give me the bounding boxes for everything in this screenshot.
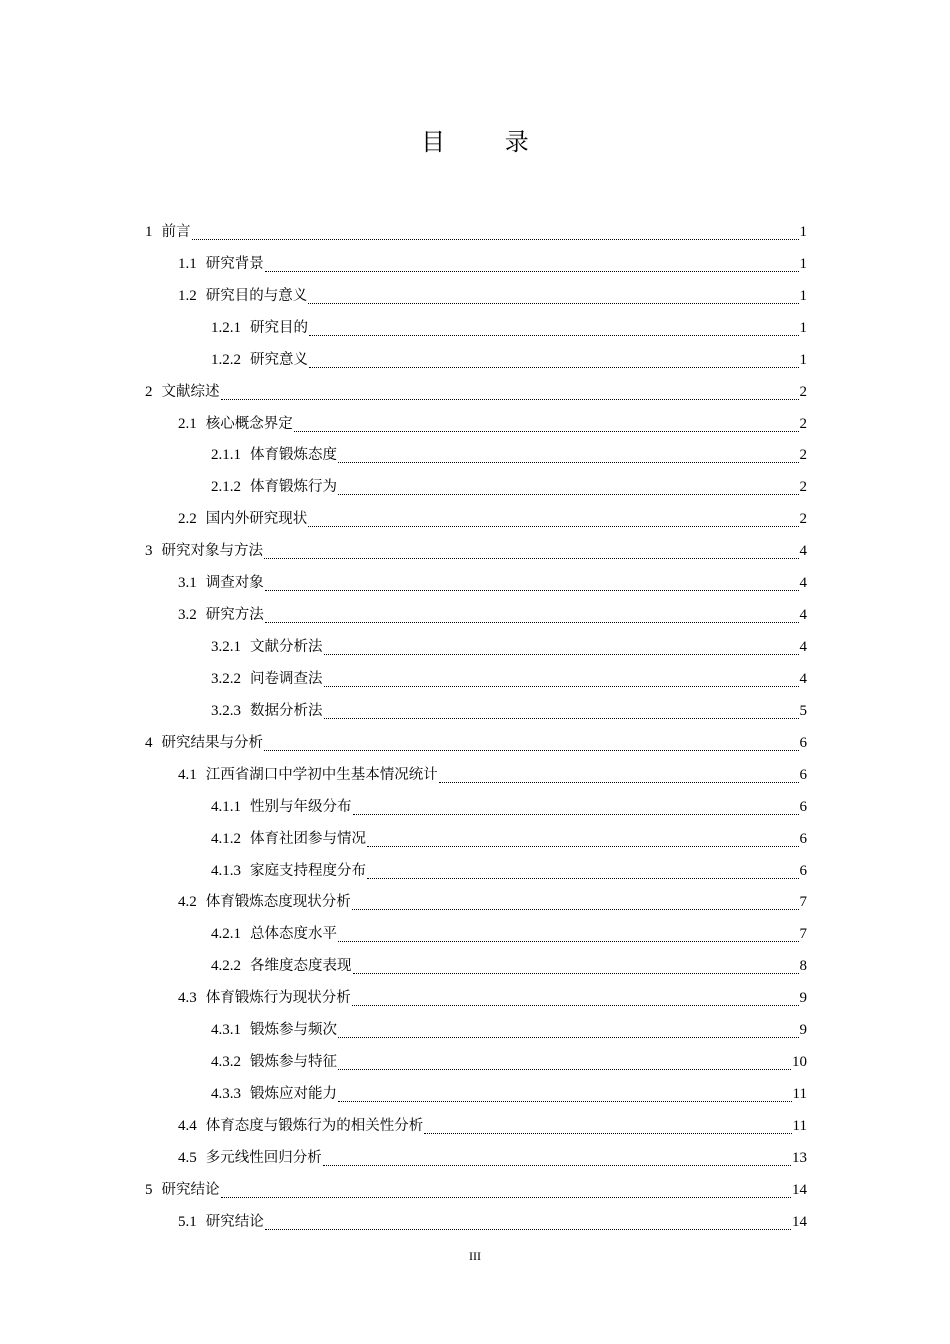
toc-entry[interactable] xyxy=(145,216,807,248)
toc-entry[interactable] xyxy=(211,440,807,472)
toc-entry-number: 1.2.1 xyxy=(211,319,241,336)
toc-entry-page: 4 xyxy=(799,670,807,687)
toc-entry-number: 2.2 xyxy=(178,511,197,528)
page-number: III xyxy=(469,1249,481,1263)
toc-entry-title: 核心概念界定 xyxy=(205,415,293,432)
toc-entry-title: 文献分析法 xyxy=(250,639,323,656)
toc-entry-number: 4.1 xyxy=(178,766,197,783)
toc-entry-number: 3.2.3 xyxy=(211,702,241,719)
toc-entry[interactable] xyxy=(178,887,807,919)
toc-entry-number: 3.2 xyxy=(178,607,197,624)
toc-entry-page: 5 xyxy=(799,702,807,719)
toc-entry[interactable] xyxy=(178,280,807,312)
toc-dot-leader xyxy=(265,590,799,591)
toc-dot-leader xyxy=(324,718,799,719)
toc-entry-page: 4 xyxy=(799,575,807,592)
toc-entry-title: 体育锻炼态度现状分析 xyxy=(205,894,351,911)
toc-entry-page: 1 xyxy=(799,319,807,336)
toc-entry-number: 3.1 xyxy=(178,575,197,592)
toc-dot-leader xyxy=(265,622,799,623)
toc-dot-leader xyxy=(367,878,799,879)
toc-entry[interactable] xyxy=(145,1174,807,1206)
toc-entry-number: 1.1 xyxy=(178,255,197,272)
toc-entry-page: 1 xyxy=(799,255,807,272)
toc-entry[interactable] xyxy=(211,695,807,727)
toc-dot-leader xyxy=(265,271,799,272)
toc-entry-title: 锻炼参与特征 xyxy=(250,1054,337,1071)
toc-entry-page: 1 xyxy=(799,223,807,240)
toc-entry-title: 体育社团参与情况 xyxy=(250,830,366,847)
toc-entry[interactable] xyxy=(211,918,807,950)
toc-entry-page: 6 xyxy=(799,734,807,751)
toc-entry-number: 4.2.2 xyxy=(211,958,241,975)
toc-entry-title: 各维度态度表现 xyxy=(250,958,352,975)
toc-entry-page: 9 xyxy=(799,1022,807,1039)
toc-entry-number: 1.2.2 xyxy=(211,351,241,368)
toc-dot-leader xyxy=(309,367,799,368)
toc-dot-leader xyxy=(324,654,799,655)
toc-entry-page: 2 xyxy=(799,383,807,400)
toc-entry-number: 4.4 xyxy=(178,1117,197,1134)
toc-entry[interactable] xyxy=(145,376,807,408)
toc-entry-title: 体育锻炼态度 xyxy=(250,447,337,464)
toc-entry[interactable] xyxy=(211,855,807,887)
toc-dot-leader xyxy=(309,335,799,336)
toc-entry-number: 4.1.1 xyxy=(211,798,241,815)
toc-entry-page: 1 xyxy=(799,287,807,304)
toc-dot-leader xyxy=(308,303,798,304)
toc-dot-leader xyxy=(353,814,799,815)
toc-entry-number: 4.2 xyxy=(178,894,197,911)
toc-entry[interactable] xyxy=(211,663,807,695)
toc-entry-page: 4 xyxy=(799,607,807,624)
toc-entry-number: 2.1.2 xyxy=(211,479,241,496)
toc-dot-leader xyxy=(265,1229,791,1230)
toc-entry[interactable] xyxy=(211,950,807,982)
toc-entry-title: 总体态度水平 xyxy=(250,926,337,943)
toc-dot-leader xyxy=(323,1165,791,1166)
toc-entry-page: 4 xyxy=(799,639,807,656)
toc-entry[interactable] xyxy=(211,312,807,344)
toc-entry[interactable] xyxy=(211,631,807,663)
toc-entry-page: 11 xyxy=(792,1117,807,1134)
toc-entry-title: 多元线性回归分析 xyxy=(205,1149,322,1166)
toc-entry-number: 3.2.1 xyxy=(211,639,241,656)
toc-entry-page: 13 xyxy=(792,1149,807,1166)
toc-dot-leader xyxy=(221,1197,792,1198)
toc-entry-title: 文献综述 xyxy=(161,383,220,400)
toc-entry[interactable] xyxy=(211,344,807,376)
toc-entry[interactable] xyxy=(178,408,807,440)
toc-entry-page: 2 xyxy=(799,415,807,432)
toc-entry-number: 4.1.2 xyxy=(211,830,241,847)
toc-entry-title: 国内外研究现状 xyxy=(205,511,308,528)
toc-entry-page: 6 xyxy=(799,830,807,847)
page-title: 目 录 xyxy=(421,128,555,156)
toc-entry-page: 2 xyxy=(799,511,807,528)
toc-entry-title: 性别与年级分布 xyxy=(250,798,352,815)
toc-entry-number: 4.3.2 xyxy=(211,1054,241,1071)
toc-entry-page: 6 xyxy=(799,766,807,783)
toc-entry-title: 数据分析法 xyxy=(250,702,323,719)
toc-entry-page: 4 xyxy=(799,543,807,560)
toc-dot-leader xyxy=(338,941,799,942)
toc-entry[interactable] xyxy=(178,248,807,280)
toc-entry[interactable] xyxy=(211,471,807,503)
toc-entry[interactable] xyxy=(211,791,807,823)
toc-entry-number: 4.1.3 xyxy=(211,862,241,879)
toc-entry-number: 3 xyxy=(145,543,153,560)
toc-dot-leader xyxy=(264,750,799,751)
toc-dot-leader xyxy=(424,1133,791,1134)
toc-dot-leader xyxy=(338,1101,792,1102)
toc-entry-number: 1 xyxy=(145,223,153,240)
toc-dot-leader xyxy=(352,909,799,910)
toc-dot-leader xyxy=(338,1069,791,1070)
toc-entry-number: 4.2.1 xyxy=(211,926,241,943)
toc-entry[interactable] xyxy=(178,599,807,631)
toc-entry-title: 体育锻炼行为现状分析 xyxy=(205,990,351,1007)
toc-entry-title: 研究背景 xyxy=(205,255,264,272)
toc-entry-title: 研究目的 xyxy=(250,319,308,336)
toc-entry-title: 研究方法 xyxy=(205,607,264,624)
toc-entry-page: 9 xyxy=(799,990,807,1007)
toc-entry-page: 8 xyxy=(799,958,807,975)
toc-dot-leader xyxy=(192,239,799,240)
toc-entry[interactable] xyxy=(178,1110,807,1142)
toc-entry-title: 研究对象与方法 xyxy=(161,543,263,560)
toc-dot-leader xyxy=(338,462,799,463)
toc-entry[interactable] xyxy=(211,1078,807,1110)
toc-entry-number: 4.3.3 xyxy=(211,1086,241,1103)
toc-entry-number: 4.5 xyxy=(178,1149,197,1166)
toc-entry-number: 4.3 xyxy=(178,990,197,1007)
toc-dot-leader xyxy=(294,431,799,432)
toc-entry-number: 1.2 xyxy=(178,287,197,304)
toc-entry-number: 4 xyxy=(145,734,153,751)
toc-entry-page: 6 xyxy=(799,862,807,879)
toc-entry-title: 前言 xyxy=(161,223,191,240)
toc-entry-title: 家庭支持程度分布 xyxy=(250,862,366,879)
toc-dot-leader xyxy=(338,1037,799,1038)
toc-entry-title: 锻炼参与频次 xyxy=(250,1022,337,1039)
toc-entry[interactable] xyxy=(145,727,807,759)
toc-dot-leader xyxy=(352,1005,799,1006)
toc-entry[interactable] xyxy=(145,535,807,567)
toc-entry[interactable] xyxy=(211,823,807,855)
toc-entry[interactable] xyxy=(178,567,807,599)
toc-entry-number: 2.1 xyxy=(178,415,197,432)
toc-entry-page: 14 xyxy=(792,1213,807,1230)
toc-entry-page: 6 xyxy=(799,798,807,815)
toc-entry-title: 调查对象 xyxy=(205,575,264,592)
toc-entry-title: 体育锻炼行为 xyxy=(250,479,337,496)
toc-entry[interactable] xyxy=(178,759,807,791)
toc-dot-leader xyxy=(439,782,799,783)
toc-entry-title: 研究结论 xyxy=(161,1181,220,1198)
toc-entry-number: 5 xyxy=(145,1181,153,1198)
toc-entry-title: 体育态度与锻炼行为的相关性分析 xyxy=(205,1117,424,1134)
toc-dot-leader xyxy=(338,494,799,495)
toc-entry-title: 研究结论 xyxy=(205,1213,264,1230)
toc-entry-title: 江西省湖口中学初中生基本情况统计 xyxy=(205,766,438,783)
toc-entry-page: 11 xyxy=(792,1086,807,1103)
toc-dot-leader xyxy=(353,973,799,974)
toc-dot-leader xyxy=(324,686,799,687)
toc-entry-title: 研究意义 xyxy=(250,351,308,368)
toc-entry-number: 2.1.1 xyxy=(211,447,241,464)
toc-entry-title: 研究目的与意义 xyxy=(205,287,308,304)
toc-entry-title: 问卷调查法 xyxy=(250,670,323,687)
toc-entry-title: 研究结果与分析 xyxy=(161,734,263,751)
toc-entry-number: 4.3.1 xyxy=(211,1022,241,1039)
toc-entry-page: 7 xyxy=(799,926,807,943)
toc-entry-page: 7 xyxy=(799,894,807,911)
toc-entry-number: 2 xyxy=(145,383,153,400)
toc-entry-page: 2 xyxy=(799,479,807,496)
toc-entry-page: 14 xyxy=(792,1181,807,1198)
toc-entry[interactable] xyxy=(178,1142,807,1174)
toc-dot-leader xyxy=(308,526,798,527)
toc-entry-title: 锻炼应对能力 xyxy=(250,1086,337,1103)
toc-entry-page: 10 xyxy=(792,1054,807,1071)
toc-entry-number: 5.1 xyxy=(178,1213,197,1230)
toc-entry-page: 2 xyxy=(799,447,807,464)
toc-entry[interactable] xyxy=(178,503,807,535)
toc-dot-leader xyxy=(221,399,799,400)
toc-dot-leader xyxy=(367,846,799,847)
toc-entry-page: 1 xyxy=(799,351,807,368)
toc-entry[interactable] xyxy=(211,1046,807,1078)
toc-entry[interactable] xyxy=(211,1014,807,1046)
toc-entry[interactable] xyxy=(178,1206,807,1238)
toc-dot-leader xyxy=(264,558,799,559)
toc-entry-number: 3.2.2 xyxy=(211,670,241,687)
toc-entry[interactable] xyxy=(178,982,807,1014)
